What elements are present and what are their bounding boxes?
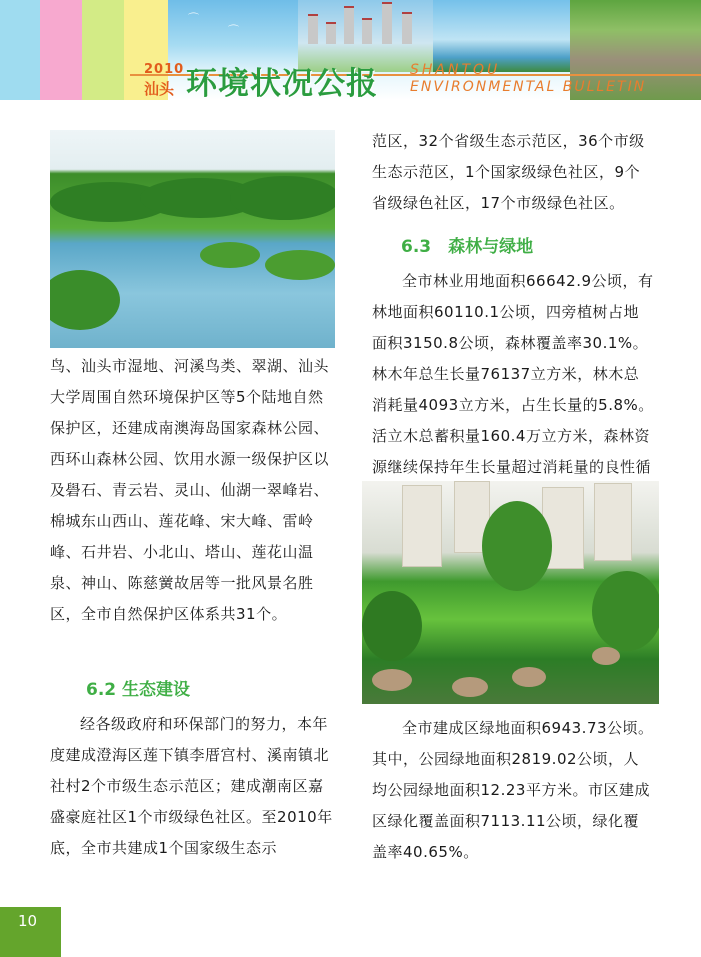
page-number: 10: [18, 912, 38, 930]
section-heading-6-2: 6.2 生态建设: [86, 680, 191, 700]
wetland-photo: [50, 130, 335, 348]
urban-garden-photo: [362, 481, 659, 704]
publication-title: 环境状况公报: [186, 66, 378, 100]
nature-reserve-paragraph: 鸟、汕头市湿地、河溪鸟类、翠湖、汕头大学周围自然环境保护区等5个陆地自然保护区，还建成南澳海岛国家森林公园、西环山森林公园、饮用水源一级保护区以及礐石、青云岩、灵山、仙湖一翠峰岩、棉城东山西山、莲花峰、宋大峰、雷岭峰、石井岩、小北山、塔山、莲花山温泉、神山、陈慈黉故居等一批风景名胜区，全市自然保护区体系共31个。: [50, 357, 330, 623]
color-stripe-pink: [40, 0, 82, 100]
header-city: 汕头: [144, 80, 175, 98]
english-title-line2: ENVIRONMENTAL BULLETIN: [410, 79, 647, 95]
header-banner: [0, 0, 701, 100]
header-year: 2010: [144, 62, 185, 77]
gull-icon: ⌒: [188, 12, 199, 25]
color-stripe-blue: [0, 0, 40, 100]
forest-paragraph: 全市林业用地面积66642.9公顷，有林地面积60110.1公顷，四旁植树占地面积3150.8公顷，森林覆盖率30.1%。林木年总生长量76137立方米，林木总消耗量4093立方米，占生长量的5.8%。活立木总蓄积量160.4万立方米，森林资源继续保持年生长量超过消耗量的良性循: [372, 272, 654, 476]
gull-icon: ⌒: [228, 24, 239, 37]
green-space-paragraph: 全市建成区绿地面积6943.73公顷。其中，公园绿地面积2819.02公顷，人均公园绿地面积12.23平方米。市区建成区绿化覆盖面积7113.11公顷，绿化覆盖率40.65%。: [372, 719, 654, 861]
section-heading-6-3: 6.3 森林与绿地: [401, 237, 534, 257]
continued-paragraph: 范区，32个省级生态示范区，36个市级生态示范区，1个国家级绿色社区，9个省级绿色社区，17个市级绿色社区。: [372, 132, 645, 212]
ecological-construction-paragraph: 经各级政府和环保部门的努力，本年度建成澄海区莲下镇李厝宫村、溪南镇北社村2个市级生态示范区；建成潮南区嘉盛豪庭社区1个市级绿色社区。至2010年底，全市共建成1个国家级生态示: [50, 715, 333, 857]
color-stripe-lime: [82, 0, 124, 100]
english-title-line1: SHANTOU: [410, 62, 501, 78]
